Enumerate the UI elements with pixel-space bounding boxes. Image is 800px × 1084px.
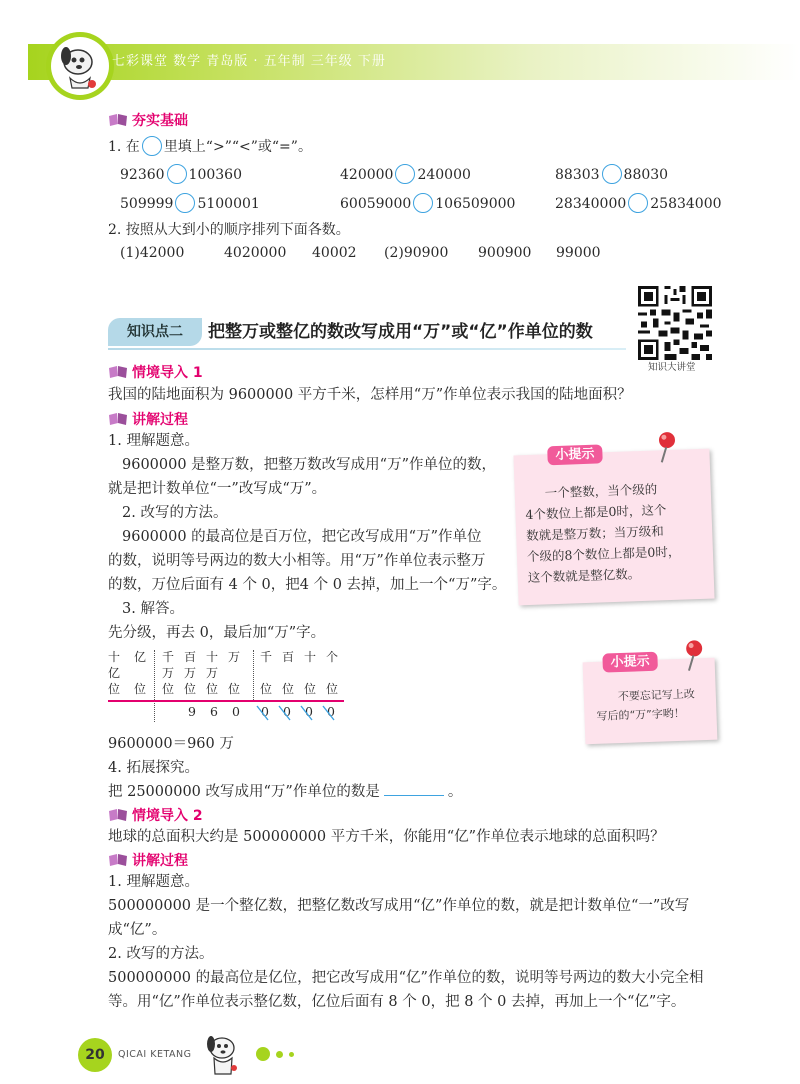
place-value-table: 十 亿 千 百 十 万 千 百 十 个 亿 万 万 万 位 位 位 位 位 位 位 位 位 位 9 6 0 0 0 0 0 [108, 650, 344, 722]
q2-item: (1)42000 [120, 245, 185, 261]
q2-prompt: 2. 按照从大到小的顺序排列下面各数。 [108, 222, 350, 238]
book-icon [108, 809, 128, 821]
explain-2-body [108, 870, 728, 1014]
divider [253, 650, 254, 702]
answer-circle[interactable] [167, 164, 187, 184]
qr-label: 知识大讲堂 [648, 362, 696, 373]
tip-2-text: 不要忘记写上改 写后的“万”字哟！ [596, 687, 696, 723]
answer-circle[interactable] [175, 193, 195, 213]
knowledge-point-tag: 知识点二 [108, 318, 202, 346]
book-icon [108, 366, 128, 378]
dog-mascot-icon [44, 30, 116, 102]
strike-marks [254, 704, 344, 722]
footer-brand: QICAI KETANG [118, 1049, 192, 1060]
section-title: 夯实基础 [132, 113, 188, 129]
answer-circle[interactable] [395, 164, 415, 184]
q2-item: 40002 [312, 245, 357, 261]
exercise: 把 25000000 改写成用“万”作单位的数是 。 [108, 780, 668, 804]
section-title: 情境导入 2 [132, 808, 203, 824]
tip-card-1 [513, 446, 714, 606]
section-title: 讲解过程 [132, 853, 188, 869]
table-rule [108, 700, 344, 702]
q2-item: 900900 [478, 245, 532, 261]
page-number: 20 [78, 1038, 112, 1072]
after-table-body [108, 732, 668, 804]
q1-prompt [108, 136, 312, 157]
section-situation-1 [108, 362, 203, 382]
explain-line: 2. 改写的方法。 [108, 946, 214, 962]
book-icon [108, 413, 128, 425]
section-title: 讲解过程 [132, 412, 188, 428]
divider [154, 650, 155, 722]
pushpin-icon [680, 638, 707, 673]
q2-item: 99000 [556, 245, 601, 261]
compare-item: 92360 100360 [120, 164, 242, 185]
step-4: 4. 拓展探究。 [108, 760, 199, 776]
section-situation-2 [108, 805, 203, 825]
explain-line: 2. 改写的方法。 [122, 505, 228, 521]
book-icon [108, 854, 128, 866]
decor-dot [289, 1052, 294, 1057]
compare-item: 28340000 25834000 [555, 193, 722, 214]
tip-badge: 小提示 [602, 652, 658, 673]
q1-prompt-pre: 1. 在 [108, 139, 140, 155]
tip-badge: 小提示 [547, 444, 603, 465]
answer-circle[interactable] [602, 164, 622, 184]
knowledge-point-title: 把整万或整亿的数改写成用“万”或“亿”作单位的数 [208, 322, 593, 342]
dog-mascot-icon [198, 1030, 248, 1080]
explain-line: 3. 解答。 [122, 601, 184, 617]
answer-blank[interactable] [384, 781, 444, 796]
explain-line: 的数，万位后面有 4 个 0，把4 个 0 去掉，加上一个“万”字。 [108, 577, 507, 593]
answer-circle[interactable] [142, 136, 162, 156]
section-explain-2 [108, 850, 188, 870]
section-title: 情境导入 1 [132, 365, 203, 381]
decor-dot [256, 1047, 270, 1061]
header-title: 七彩课堂 数学 青岛版 · 五年制 三年级 下册 [112, 54, 386, 69]
explain-line: 500000000 的最高位是亿位，把它改写成用“亿”作单位的数，说明等号两边的数大小完全相 [108, 970, 704, 986]
compare-item: 88303 88030 [555, 164, 668, 185]
explain-line: 9600000 是整万数，把整万数改写成用“万”作单位的数， [122, 457, 497, 473]
section-solid-basics [108, 110, 188, 130]
explain-line: 先分级，再去 0，最后加“万”字。 [108, 625, 326, 641]
book-icon [108, 114, 128, 126]
compare-item: 60059000 106509000 [340, 193, 515, 214]
equation: 9600000＝960 万 [108, 736, 234, 752]
section-explain-1 [108, 409, 188, 429]
answer-circle[interactable] [413, 193, 433, 213]
explain-1-body [108, 429, 508, 645]
q2-item: (2)90900 [384, 245, 449, 261]
explain-line: 1. 理解题意。 [108, 433, 199, 449]
qr-code-icon[interactable] [638, 286, 712, 360]
compare-item: 420000 240000 [340, 164, 471, 185]
decor-dot [276, 1051, 283, 1058]
situation-1-text: 我国的陆地面积为 9600000 平方千米，怎样用“万”作单位表示我国的陆地面积？ [108, 387, 632, 403]
explain-line: 1. 理解题意。 [108, 874, 199, 890]
explain-line: 的数，说明等号两边的数大小相等。用“万”作单位表示整万 [108, 553, 486, 569]
pushpin-icon [653, 430, 680, 465]
q1-prompt-post: 里填上“>”“<”或“=”。 [163, 139, 312, 155]
explain-line: 就是把计数单位“一”改写成“万”。 [108, 481, 327, 497]
answer-circle[interactable] [628, 193, 648, 213]
explain-line: 500000000 是一个整亿数，把整亿数改写成用“亿”作单位的数，就是把计数单位“一”改写 [108, 898, 690, 914]
q2-item: 4020000 [224, 245, 287, 261]
explain-line: 成“亿”。 [108, 922, 167, 938]
explain-line: 等。用“亿”作单位表示整亿数，亿位后面有 8 个 0，把 8 个 0 去掉，再加上一个“亿”字。 [108, 994, 686, 1010]
title-underline [108, 348, 626, 350]
situation-2-text: 地球的总面积大约是 500000000 平方千米，你能用“亿”作单位表示地球的总面积吗？ [108, 829, 665, 845]
compare-item: 509999 5100001 [120, 193, 260, 214]
tip-1-text: 一个整数，当个级的 4个数位上都是0时，这个 数就是整万数；当万级和 个级的8个数位上都是0时， 这个数就是整亿数。 [525, 481, 681, 586]
explain-line: 9600000 的最高位是百万位，把它改写成用“万”作单位 [122, 529, 482, 545]
